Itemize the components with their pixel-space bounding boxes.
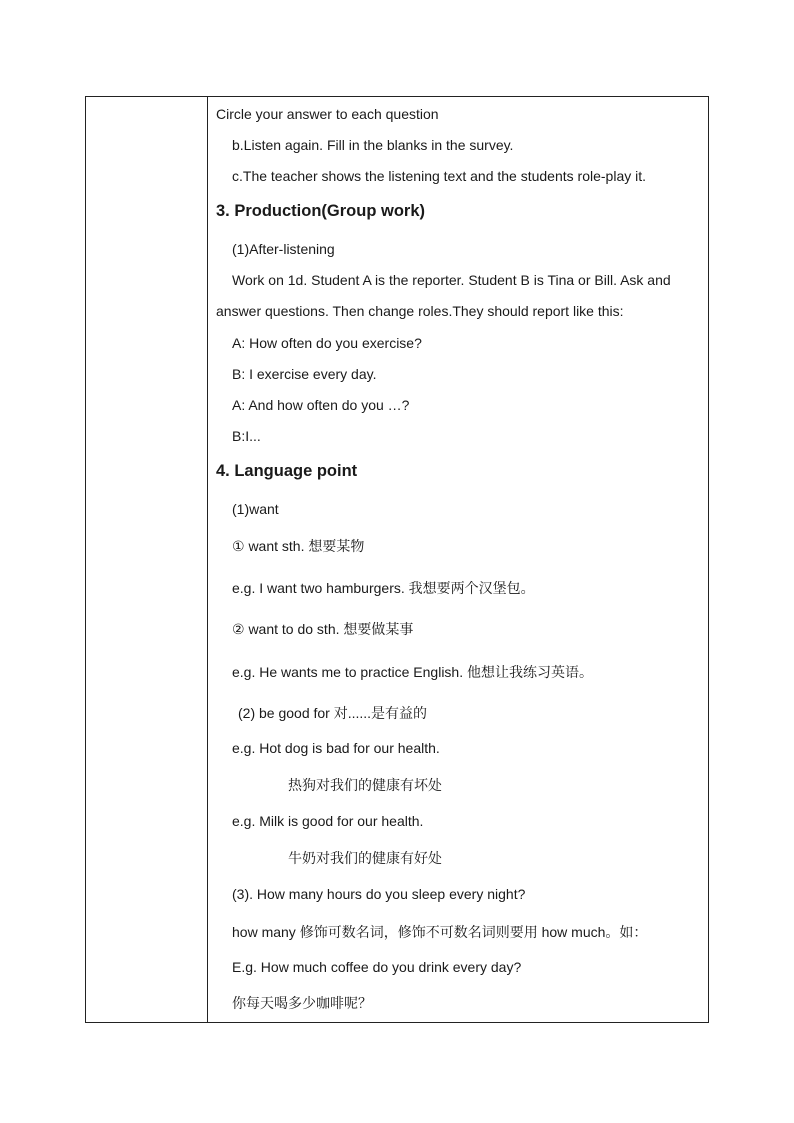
text-line: Circle your answer to each question — [216, 106, 439, 122]
text-line: A: How often do you exercise? — [232, 335, 422, 351]
text-line: e.g. I want two hamburgers. 我想要两个汉堡包。 — [232, 580, 535, 596]
table-left-cell — [86, 97, 208, 1022]
text-line: 热狗对我们的健康有坏处 — [288, 777, 442, 793]
text-line: 你每天喝多少咖啡呢？ — [232, 995, 372, 1011]
text-line: c.The teacher shows the listening text and the students role-play it. — [232, 168, 647, 184]
lesson-table — [85, 96, 709, 1023]
text-line: Work on 1d. Student A is the reporter. Student B is Tina or Bill. Ask and — [232, 272, 671, 288]
text-line: (1)want — [232, 501, 279, 517]
text-line: e.g. Hot dog is bad for our health. — [232, 740, 440, 756]
text-line: 牛奶对我们的健康有好处 — [288, 850, 442, 866]
text-line: A: And how often do you …? — [232, 397, 410, 413]
text-line: b.Listen again. Fill in the blanks in the survey. — [232, 137, 514, 153]
text-line: E.g. How much coffee do you drink every day? — [232, 959, 522, 975]
text-line: (1)After-listening — [232, 241, 335, 257]
text-line: (3). How many hours do you sleep every night? — [232, 886, 526, 902]
text-line: B:I... — [232, 428, 261, 444]
section-heading-language-point: 4. Language point — [216, 462, 358, 480]
text-line: ② want to do sth. 想要做某事 — [232, 621, 414, 637]
section-heading-production: 3. Production(Group work) — [216, 202, 425, 220]
table-content-cell — [208, 97, 708, 1022]
text-line: how many 修饰可数名词，修饰不可数名词则要用 how much。如： — [232, 924, 648, 940]
text-line: ① want sth. 想要某物 — [232, 538, 365, 554]
text-line: e.g. He wants me to practice English. 他想让我练习英语。 — [232, 664, 593, 680]
text-line: e.g. Milk is good for our health. — [232, 813, 424, 829]
text-line: B: I exercise every day. — [232, 366, 377, 382]
text-line: (2) be good for 对......是有益的 — [238, 705, 428, 721]
text-line: answer questions. Then change roles.They should report like this: — [216, 303, 624, 319]
